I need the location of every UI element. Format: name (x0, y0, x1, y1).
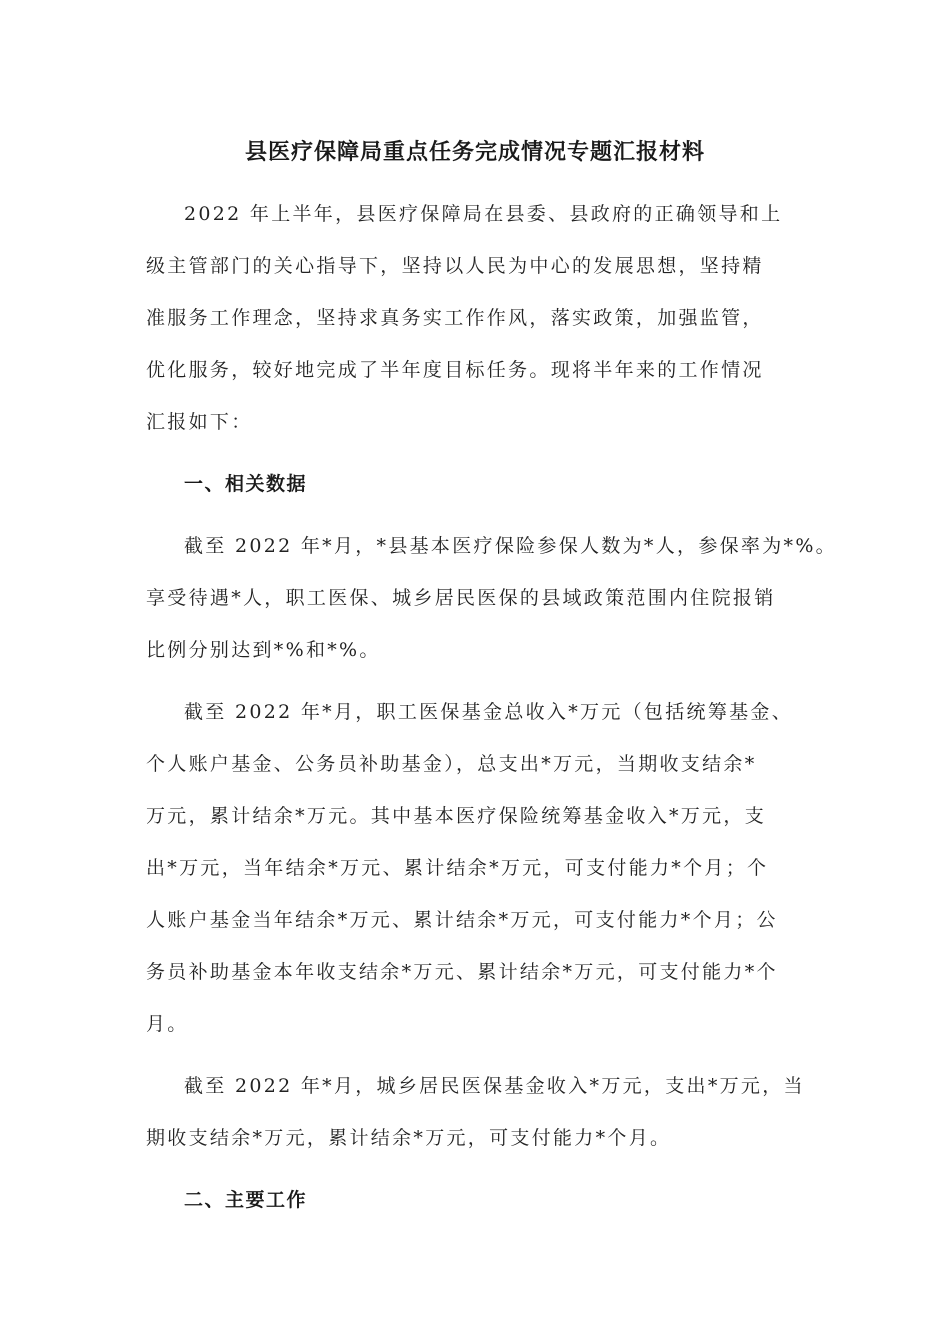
paragraph-line: 月。 (146, 1013, 189, 1035)
paragraph-line: 享受待遇*人，职工医保、城乡居民医保的县域政策范围内住院报销 (146, 587, 776, 609)
paragraph-line: 个人账户基金、公务员补助基金），总支出*万元，当期收支结余* (146, 753, 757, 775)
paragraph-line: 期收支结余*万元，累计结余*万元，可支付能力*个月。 (146, 1127, 672, 1149)
paragraph-line: 万元，累计结余*万元。其中基本医疗保险统筹基金收入*万元，支 (146, 805, 767, 827)
section-heading-data: 一、相关数据 (184, 473, 308, 495)
intro-line: 汇报如下： (146, 411, 253, 433)
paragraph-line: 人账户基金当年结余*万元、累计结余*万元，可支付能力*个月；公 (146, 909, 778, 931)
intro-line: 准服务工作理念，坚持求真务实工作作风，落实政策，加强监管， (146, 307, 764, 329)
paragraph-line: 务员补助基金本年收支结余*万元、累计结余*万元，可支付能力*个 (146, 961, 778, 983)
paragraph-line: 截至 2022 年*月，职工医保基金总收入*万元（包括统筹基金、 (184, 701, 794, 723)
section-heading-main-work: 二、主要工作 (184, 1189, 308, 1211)
intro-line: 优化服务，较好地完成了半年度目标任务。现将半年来的工作情况 (146, 359, 764, 381)
paragraph-line: 比例分别达到*%和*%。 (146, 639, 381, 661)
paragraph-line: 截至 2022 年*月，*县基本医疗保险参保人数为*人，参保率为*%。 (184, 535, 837, 557)
intro-line: 2022 年上半年，县医疗保障局在县委、县政府的正确领导和上 (184, 203, 783, 225)
document-title: 县医疗保障局重点任务完成情况专题汇报材料 (244, 139, 705, 165)
intro-line: 级主管部门的关心指导下，坚持以人民为中心的发展思想，坚持精 (146, 255, 764, 277)
paragraph-line: 出*万元，当年结余*万元、累计结余*万元，可支付能力*个月；个 (146, 857, 769, 879)
paragraph-line: 截至 2022 年*月，城乡居民医保基金收入*万元，支出*万元，当 (184, 1075, 805, 1097)
